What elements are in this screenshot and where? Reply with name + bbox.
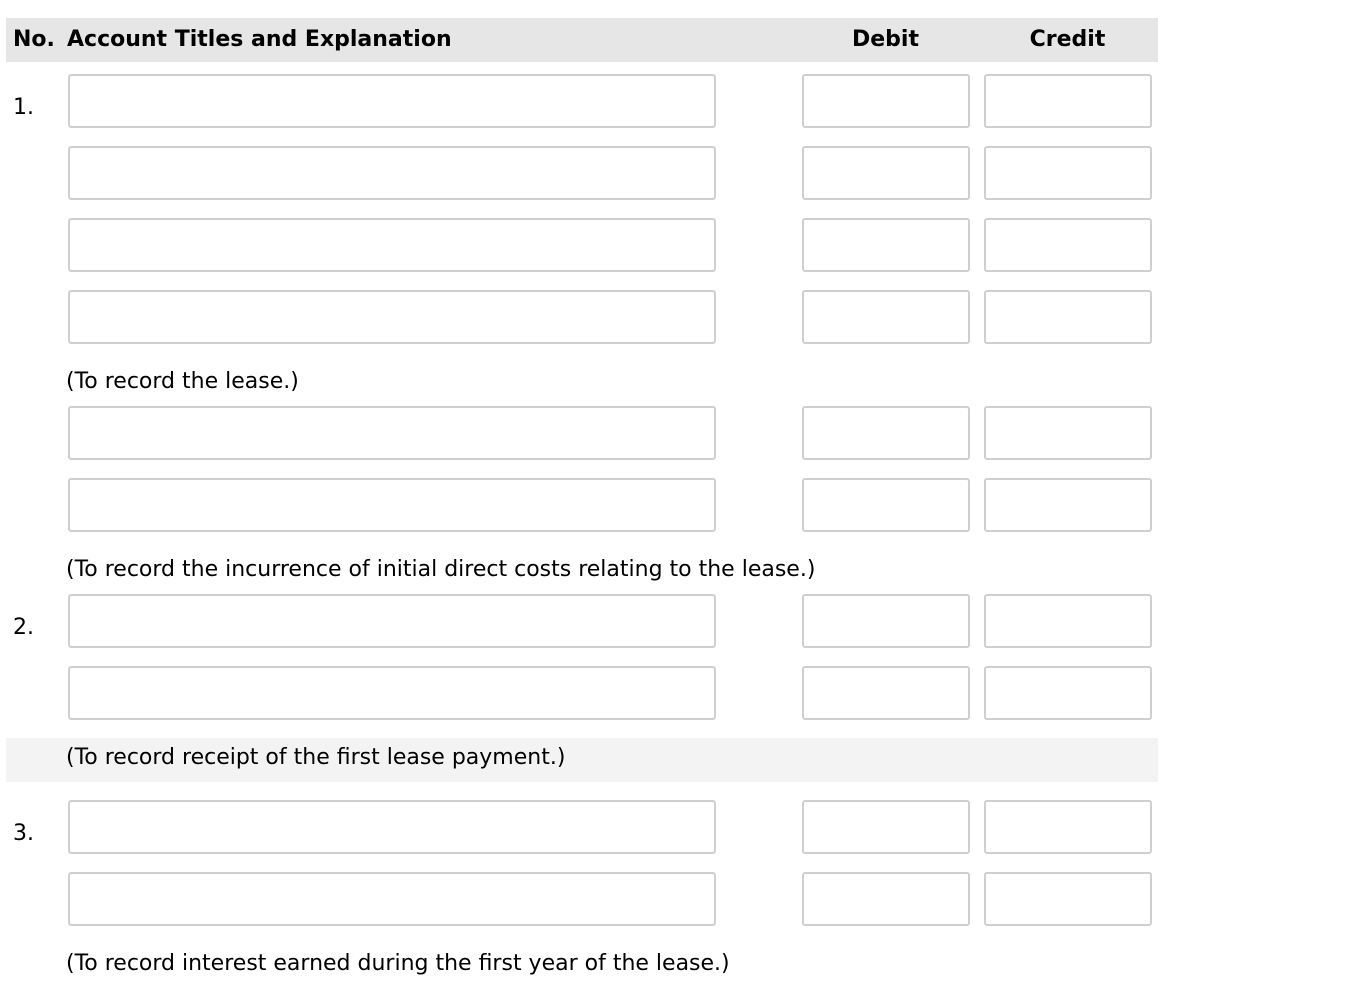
credit-input[interactable] (984, 666, 1152, 720)
debit-input[interactable] (802, 666, 970, 720)
account-title-input[interactable] (68, 594, 716, 648)
credit-input[interactable] (984, 74, 1152, 128)
entry-explanation (6, 944, 1158, 988)
credit-input[interactable] (984, 406, 1152, 460)
credit-input[interactable] (984, 146, 1152, 200)
debit-input[interactable] (802, 290, 970, 344)
account-title-input[interactable] (68, 800, 716, 854)
header-credit: Credit (1029, 27, 1106, 52)
table-header (6, 18, 1158, 62)
explanation-text: (To record interest earned during the first year of the lease.) (66, 951, 730, 976)
journal-row (6, 290, 1158, 362)
journal-row (6, 146, 1158, 218)
explanation-text: (To record the incurrence of initial direct costs relating to the lease.) (66, 557, 816, 582)
debit-input[interactable] (802, 146, 970, 200)
debit-input[interactable] (802, 406, 970, 460)
header-debit: Debit (852, 27, 919, 52)
journal-row (6, 666, 1158, 738)
account-title-input[interactable] (68, 406, 716, 460)
entry-explanation (6, 550, 1158, 594)
account-title-input[interactable] (68, 74, 716, 128)
entry-number: 1. (13, 95, 34, 120)
spacer (6, 782, 1158, 800)
journal-row (6, 218, 1158, 290)
credit-input[interactable] (984, 218, 1152, 272)
debit-input[interactable] (802, 74, 970, 128)
journal-row (6, 478, 1158, 550)
explanation-text: (To record receipt of the first lease payment.) (66, 745, 566, 770)
account-title-input[interactable] (68, 478, 716, 532)
account-title-input[interactable] (68, 146, 716, 200)
entry-explanation (6, 738, 1158, 782)
debit-input[interactable] (802, 800, 970, 854)
header-no: No. (13, 27, 55, 52)
entry-number: 2. (13, 615, 34, 640)
entry-explanation (6, 362, 1158, 406)
journal-row (6, 406, 1158, 478)
debit-input[interactable] (802, 478, 970, 532)
credit-input[interactable] (984, 872, 1152, 926)
credit-input[interactable] (984, 800, 1152, 854)
journal-entry-table (6, 18, 1158, 988)
explanation-text: (To record the lease.) (66, 369, 299, 394)
journal-row (6, 594, 1158, 666)
journal-row (6, 74, 1158, 146)
debit-input[interactable] (802, 218, 970, 272)
journal-row (6, 800, 1158, 872)
journal-row (6, 872, 1158, 944)
credit-input[interactable] (984, 478, 1152, 532)
debit-input[interactable] (802, 594, 970, 648)
credit-input[interactable] (984, 594, 1152, 648)
account-title-input[interactable] (68, 290, 716, 344)
entry-number: 3. (13, 821, 34, 846)
header-account-titles: Account Titles and Explanation (67, 27, 452, 52)
account-title-input[interactable] (68, 218, 716, 272)
credit-input[interactable] (984, 290, 1152, 344)
account-title-input[interactable] (68, 666, 716, 720)
account-title-input[interactable] (68, 872, 716, 926)
debit-input[interactable] (802, 872, 970, 926)
